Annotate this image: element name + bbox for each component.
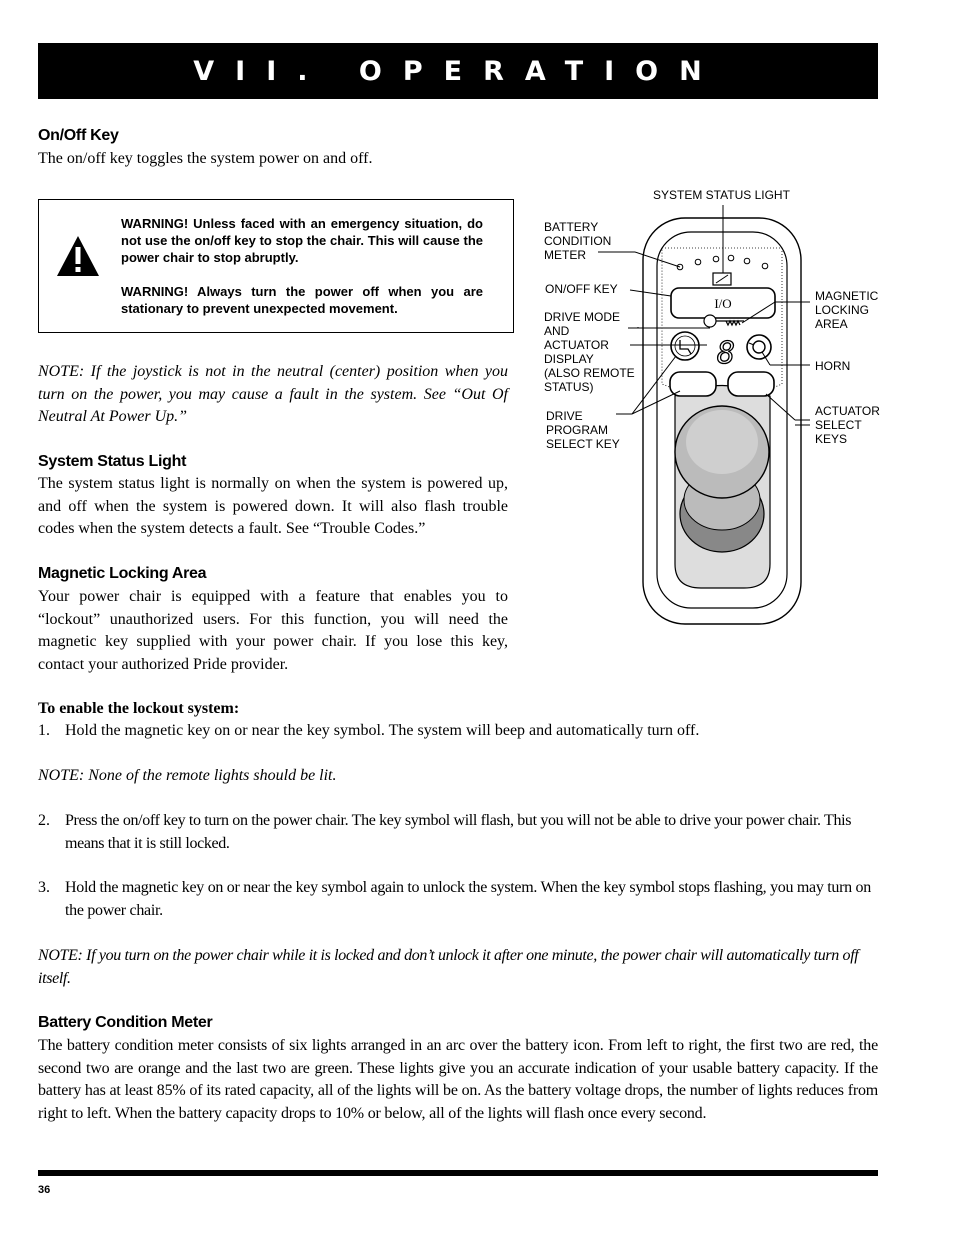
label-onoff-key: ON/OFF KEY [545,282,618,296]
section-header-bar [38,43,878,99]
status-light-heading: System Status Light [38,453,187,470]
label-magnetic-3: AREA [815,317,848,331]
page-number: 36 [38,1184,51,1196]
battery-heading: Battery Condition Meter [38,1014,213,1031]
warning-text-1: WARNING! Unless faced with an emergency situation, do not use the on/off key to stop the chair. This will cause the power chair to stop abruptly. [121,216,483,265]
label-drive-mode-2: AND [544,324,570,338]
warning-text [121,215,483,317]
label-actuator-3: KEYS [815,432,848,446]
label-actuator-1: ACTUATOR [815,404,880,418]
step2-text: Press the on/off key to turn on the power chair. The key symbol will flash, but you will not be able to drive your power chair. This means that it is still locked. [65,812,852,852]
remote-diagram [530,180,890,630]
label-battery-line-1: BATTERY [544,220,599,234]
warning-triangle-icon [55,234,101,278]
warning-text-2: WARNING! Always turn the power off when you are stationary to prevent unexpected movement. [121,284,483,316]
note-joystick: NOTE: If the joystick is not in the neutral (center) position when you turn on the power, you may cause a fault in the system. See “Out Of Neutral At Power Up.” [38,363,508,425]
label-drive-mode-6: STATUS) [544,380,594,394]
label-drive-program-1: DRIVE [546,409,583,423]
magnetic-body: Your power chair is equipped with a feature that enables you to “lockout” unauthorized users. For this function, you will need the magnetic key supplied with your power chair. If you lose this key, contact your authorized Pride provider. [38,588,508,673]
note-auto-off: NOTE: If you turn on the power chair while it is locked and don’t unlock it after one minute, the power chair will automatically turn off itself. [38,947,859,987]
label-horn: HORN [815,359,851,373]
magnetic-heading: Magnetic Locking Area [38,565,207,582]
label-drive-program-2: PROGRAM [546,423,609,437]
step1-number: 1. [38,722,50,739]
label-system-status-light: SYSTEM STATUS LIGHT [653,188,790,202]
label-actuator-2: SELECT [815,418,862,432]
label-battery-line-3: METER [544,248,586,262]
label-drive-mode-1: DRIVE MODE [544,310,621,324]
warning-box [38,199,514,333]
onoff-body: The on/off key toggles the system power on and off. [38,150,373,167]
onoff-key-label: I/O [714,296,732,311]
step1-text: Hold the magnetic key on or near the key symbol. The system will beep and automatically turn off. [65,722,700,739]
label-magnetic-2: LOCKING [815,303,870,317]
label-magnetic-1: MAGNETIC [815,289,879,303]
step3-text: Hold the magnetic key on or near the key symbol again to unlock the system. When the key symbol stops flashing, you may turn on the power chair. [65,879,871,919]
status-light-body: The system status light is normally on when the system is powered up, and off when the system is powered down. It will also flash trouble codes when the system detects a fault. See “Trouble Codes.” [38,475,508,537]
note-lights: NOTE: None of the remote lights should be lit. [38,767,337,784]
drive-mode-display: 8 [716,336,736,371]
label-drive-mode-5: (ALSO REMOTE [544,366,635,380]
onoff-heading: On/Off Key [38,127,119,144]
battery-body: The battery condition meter consists of six lights arranged in an arc over the battery icon. From left to right, the first two are red, the second two are orange and the last two are green. These lights give you an accurate indication of your usable battery capacity. If the battery has at least 85% of its rated capacity, all of the lights will be on. As the battery voltage drops, the number of lights reduces from right to left. When the battery capacity drops to 10% or below, all of the lights will flash once every second. [38,1037,878,1122]
label-drive-mode-4: DISPLAY [544,352,594,366]
label-battery-line-2: CONDITION [544,234,612,248]
step2-number: 2. [38,812,50,829]
lockout-heading: To enable the lockout system: [38,700,240,717]
footer-rule [38,1170,878,1176]
label-drive-program-3: SELECT KEY [546,437,620,451]
actuator-key-right [728,372,774,396]
label-drive-mode-3: ACTUATOR [544,338,609,352]
step3-number: 3. [38,879,50,896]
section-title: VII. OPERATION [193,55,723,87]
